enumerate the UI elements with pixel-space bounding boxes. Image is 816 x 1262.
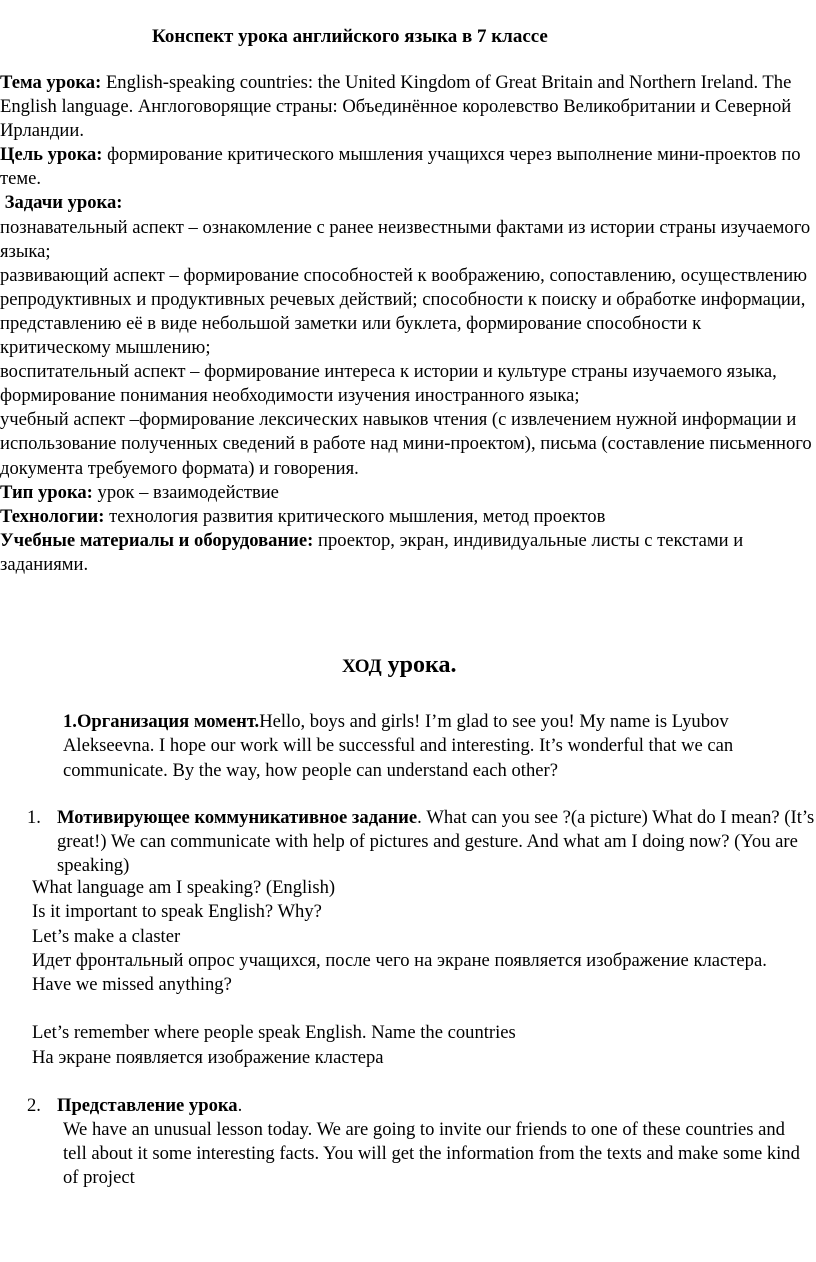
step-1-number: 1. (27, 807, 41, 828)
heading-word-uroka: урока. (381, 652, 457, 678)
task-item: развивающий аспект – формирование способностей к воображению, сопоставлению, осуществлению репродуктивных и продуктивных речевых действий; способности к поиску и обработке информации, представлению её в виде небольшой заметки или буклета, формирование способности к критическому мышлению; (0, 264, 808, 359)
step-1-item (0, 806, 816, 881)
lesson-flow-heading (342, 652, 456, 679)
topic-text: English-speaking countries: the United Kingdom of Great Britain and Northern Ireland. The English language. Англоговорящие страны: Объединённое королевство Великобритании и Северной Ирландии. (0, 72, 792, 142)
materials-text: проектор, экран, индивидуальные листы с текстами и заданиями. (0, 529, 744, 575)
spacer (32, 997, 816, 1021)
tasks-heading (0, 191, 812, 215)
task-item: воспитательный аспект – формирование интереса к истории и культуре страны изучаемого языка, формирование понимания необходимости изучения иностранного языка; (0, 361, 777, 407)
task-item: учебный аспект –формирование лексических навыков чтения (с извлечением нужной информации и использование полученных сведений в работе над мини-проектом), письма (составление письменного документа требуемого формата) и говорения. (0, 409, 812, 479)
step-1-text-block (57, 806, 816, 879)
dialogue-line: Let’s remember where people speak English. Name the countries (32, 1022, 516, 1044)
technology-paragraph (0, 505, 812, 529)
dialogue-line: На экране появляется изображение кластера (32, 1046, 384, 1068)
organization-text: Hello, boys and girls! I’m glad to see you! My name is Lyubov Alekseevna. I hope our work will be successful and interesting. It’s wonderful that we can communicate. By the way, how people can understand each other? (63, 711, 734, 781)
goal-label: Цель урока: (0, 144, 103, 166)
materials-paragraph (0, 529, 812, 577)
step-2-heading (57, 1094, 797, 1118)
topic-paragraph (0, 71, 812, 143)
task-item: познавательный аспект – ознакомление с ранее неизвестными фактами из истории страны изучаемого языка; (0, 216, 811, 262)
step-1-text: . What can you see ?(a picture) What do I mean? (It’s great!) We can communicate with help of pictures and gesture. And what am I doing now? (You are speaking) (57, 807, 815, 877)
step-2-dot: . (237, 1095, 243, 1116)
tasks-label: Задачи урока: (4, 192, 123, 214)
dialogue-line: What language am I speaking? (English) (32, 877, 336, 898)
step-2-label: Представление урока (57, 1095, 238, 1116)
step-2-number: 2. (27, 1095, 41, 1116)
dialogue-line: Идет фронтальный опрос учащихся, после чего на экране появляется изображение кластера. (32, 949, 767, 971)
goal-text: формирование критического мышления учащихся через выполнение мини-проектов по теме. (0, 144, 801, 190)
organization-paragraph (63, 710, 815, 783)
organization-label: 1.Организация момент. (63, 711, 260, 732)
dialogue-line: Let’s make a claster (32, 925, 181, 947)
step-2-item (0, 1094, 816, 1194)
step-1-dialogue (32, 876, 816, 1070)
type-text: урок – взаимодействие (92, 481, 279, 503)
topic-label: Тема урока: (0, 72, 102, 93)
technology-text: технология развития критического мышления, метод проектов (104, 505, 606, 527)
dialogue-line: Have we missed anything? (32, 974, 232, 996)
heading-word-khod: ХОД (342, 656, 382, 677)
step-1-label: Мотивирующее коммуникативное задание (57, 807, 418, 828)
type-paragraph (0, 481, 812, 505)
technology-label: Технологии: (0, 505, 105, 527)
materials-label: Учебные материалы и оборудование: (0, 529, 314, 551)
lesson-overview (0, 71, 812, 577)
type-label: Тип урока: (0, 481, 93, 503)
dialogue-line: Is it important to speak English? Why? (32, 901, 322, 923)
goal-paragraph (0, 143, 812, 191)
document-title: Конспект урока английского языка в 7 классе (152, 26, 548, 47)
step-2-text: We have an unusual lesson today. We are going to invite our friends to one of these countries and tell about it some interesting facts. You will get the information from the texts and make some kind of project (63, 1119, 800, 1189)
